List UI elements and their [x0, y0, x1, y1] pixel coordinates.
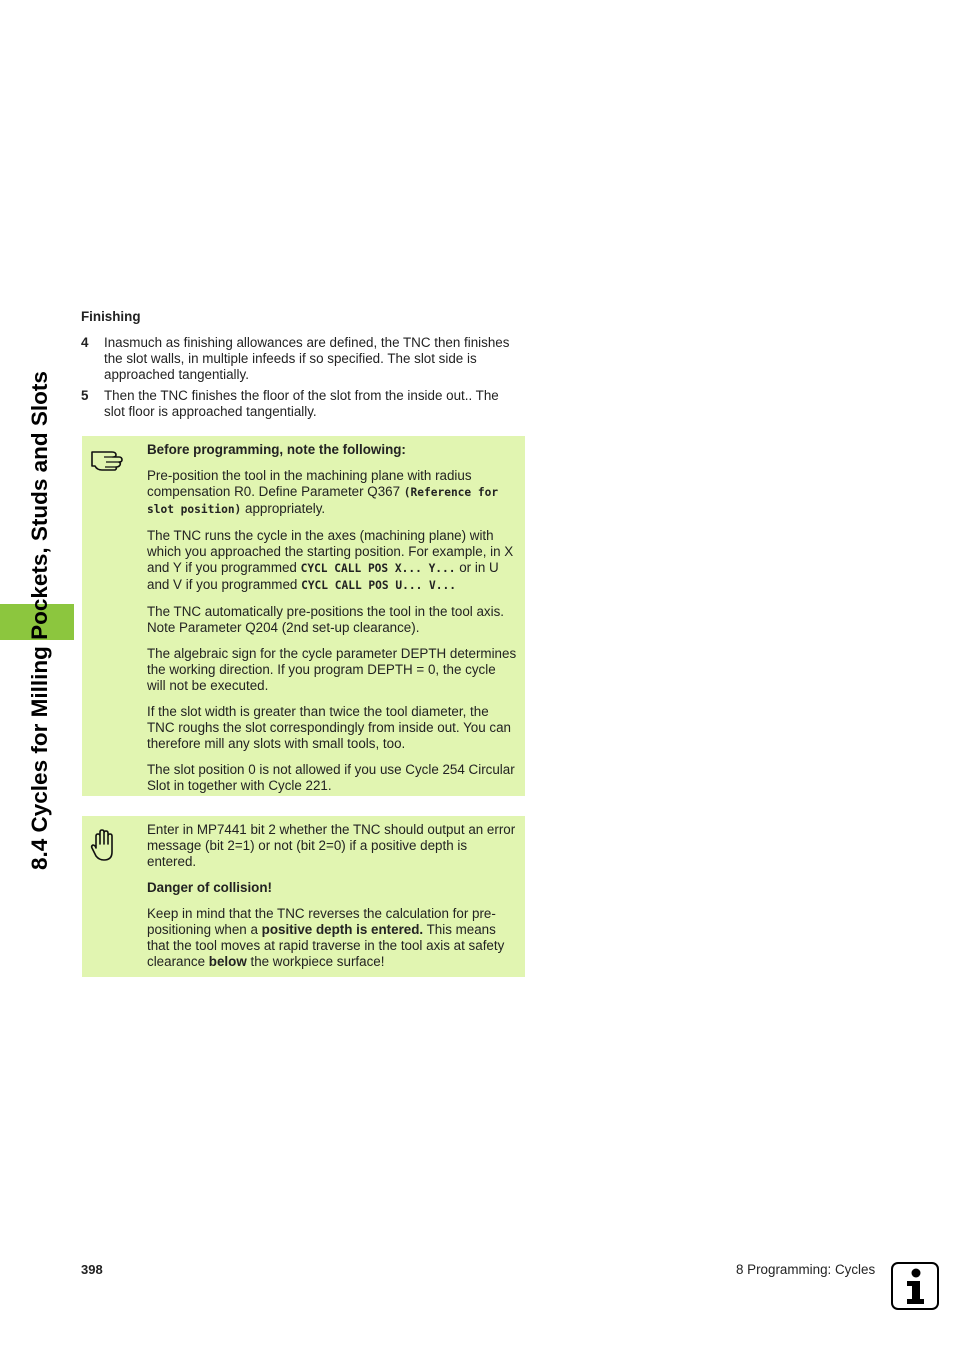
code-text: CYCL CALL POS X... Y... — [300, 562, 456, 575]
raised-hand-icon — [90, 828, 118, 866]
step-item — [81, 388, 523, 420]
note-paragraph: The algebraic sign for the cycle parameter DEPTH determines the working direction. If you program DEPTH = 0, the cycle will not be executed. — [147, 646, 517, 693]
code-text: CYCL CALL POS U... V... — [301, 579, 456, 592]
note-box — [82, 436, 525, 796]
code-text: (Reference for slot position) — [147, 486, 499, 516]
footer-chapter: 8 Programming: Cycles — [736, 1262, 876, 1277]
step-text: Then the TNC finishes the floor of the slot from the inside out.. The slot floor is approached tangentially. — [104, 388, 499, 419]
step-text: Inasmuch as finishing allowances are defined, the TNC then finishes the slot walls, in multiple infeeds if so specified. The slot side is approached tangentially. — [104, 335, 510, 382]
info-icon — [891, 1262, 939, 1310]
note-content — [147, 442, 517, 804]
section-heading: Finishing — [81, 309, 141, 324]
step-item — [81, 335, 523, 383]
warning-paragraph: Keep in mind that the TNC reverses the calculation for pre-positioning when a positive depth is entered. This means that the tool moves at rapid traverse in the tool axis at safety clearance below the workpiece surface! — [147, 906, 505, 969]
danger-heading: Danger of collision! — [147, 880, 272, 895]
step-number: 4 — [81, 335, 89, 350]
page-number: 398 — [81, 1262, 103, 1277]
chapter-side-title: 8.4 Cycles for Milling Pockets, Studs and Slots — [27, 371, 52, 870]
warning-content — [147, 822, 517, 980]
warning-box — [82, 816, 525, 977]
pointing-hand-icon — [90, 444, 128, 476]
note-paragraph: If the slot width is greater than twice the tool diameter, the TNC roughs the slot correspondingly from inside out. You can therefore mill any slots with small tools, too. — [147, 704, 511, 751]
note-paragraph: Pre-position the tool in the machining plane with radius compensation R0. Define Parameter Q367 (Reference for slot position) appropriately. — [147, 468, 499, 516]
note-paragraph: The slot position 0 is not allowed if you use Cycle 254 Circular Slot in together with Cycle 221. — [147, 762, 515, 793]
note-paragraph: The TNC runs the cycle in the axes (machining plane) with which you approached the starting position. For example, in X and Y if you programmed CYCL CALL POS X... Y... or in U and V if you programmed CYCL CALL POS U... V... — [147, 528, 514, 592]
note-paragraph: The TNC automatically pre-positions the tool in the tool axis. Note Parameter Q204 (2nd set-up clearance). — [147, 604, 505, 635]
warning-paragraph: Enter in MP7441 bit 2 whether the TNC should output an error message (bit 2=1) or not (bit 2=0) if a positive depth is entered. — [147, 822, 516, 869]
note-title: Before programming, note the following: — [147, 442, 406, 457]
step-number: 5 — [81, 388, 89, 403]
